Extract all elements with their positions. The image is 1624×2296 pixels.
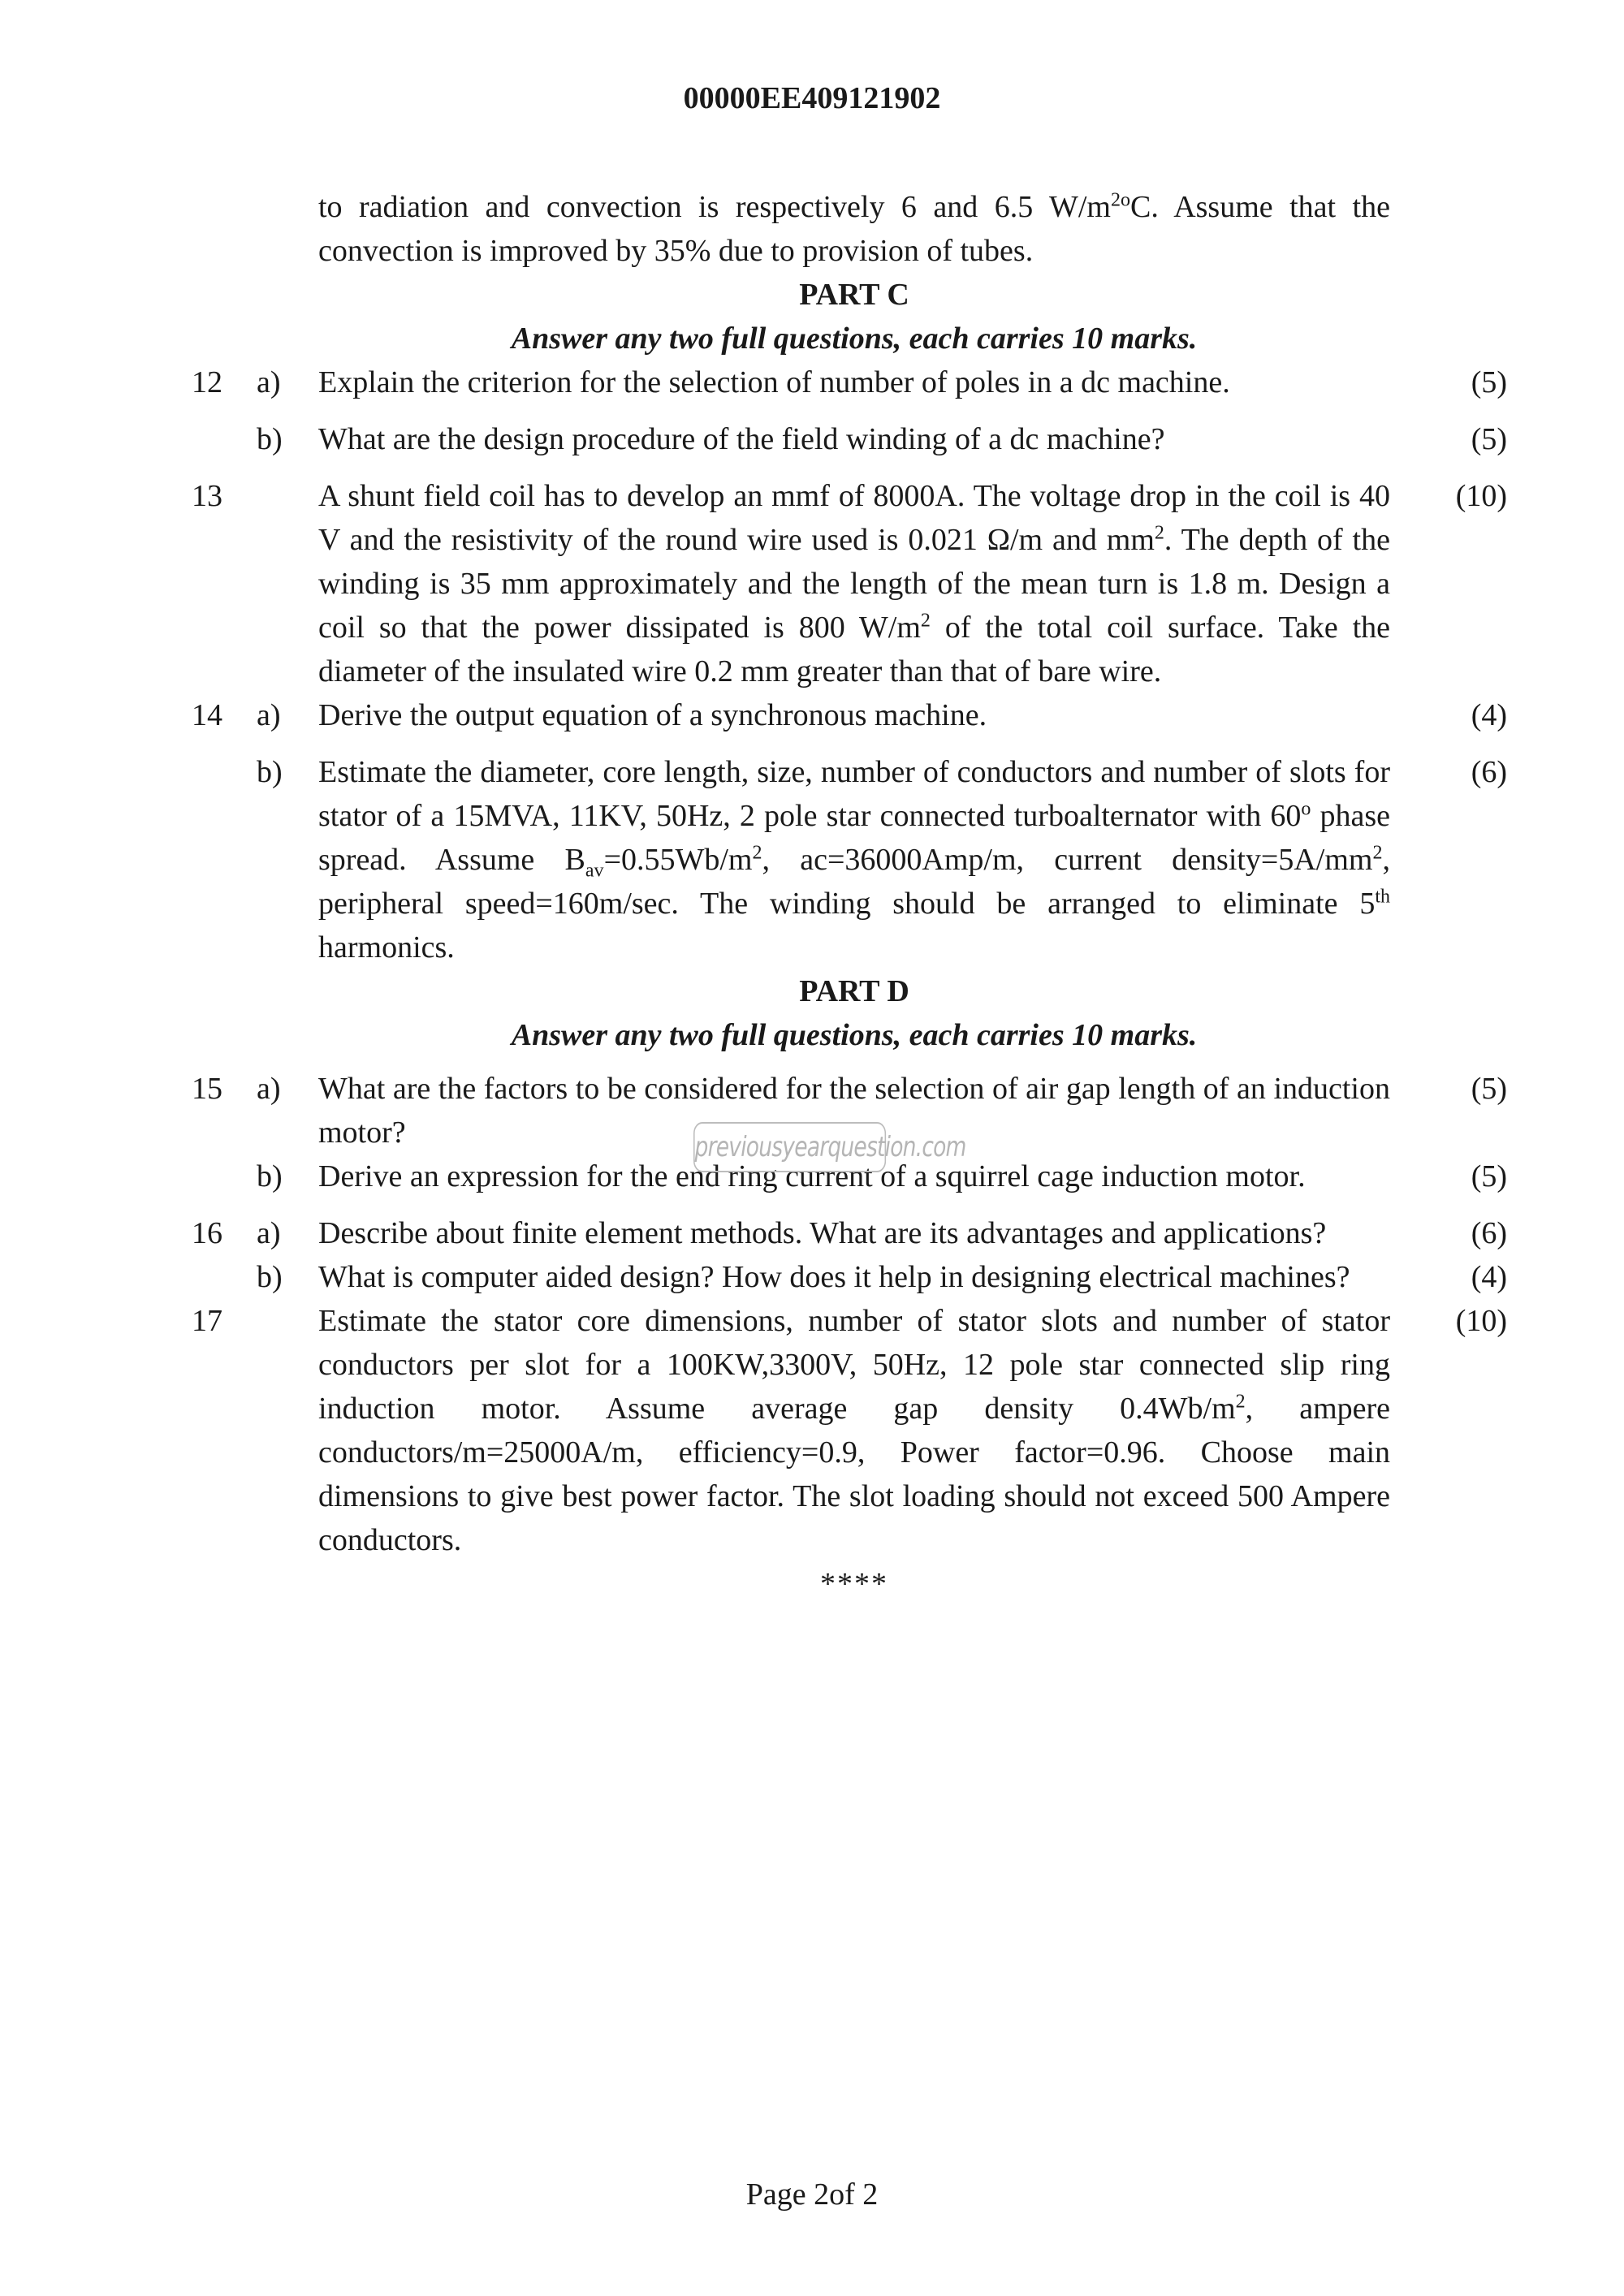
sub-label: a): [257, 365, 281, 399]
question-number: 15: [192, 1072, 222, 1106]
question-text: What are the design procedure of the field winding of a dc machine?: [318, 422, 1165, 456]
part-d-instruction: Answer any two full questions, each carries 10 marks.: [511, 1018, 1198, 1052]
question-text: Explain the criterion for the selection of number of poles in a dc machine.: [318, 365, 1230, 399]
question-16b: [192, 1255, 1507, 1299]
site-watermark: previousyearquestion.com: [693, 1122, 886, 1172]
sub-label: b): [257, 1159, 283, 1193]
question-number: 14: [192, 698, 222, 732]
question-number: 16: [192, 1216, 222, 1250]
question-15b: [192, 1154, 1507, 1198]
marks: (10): [1455, 1304, 1507, 1338]
question-text: Derive the output equation of a synchronous machine.: [318, 698, 987, 732]
document-code: 00000EE409121902: [683, 81, 941, 115]
continued-text: to radiation and convection is respectively 6 and 6.5 $W/m^{2o}C$. Assume that the convection is improved by 35% due to provision of tubes.: [318, 189, 1390, 268]
marks: (10): [1455, 479, 1507, 513]
question-text: Estimate the diameter, core length, size, number of conductors and number of slots for stator of a 15MVA, 11KV, 50Hz, 2 pole star connected turboalternator with 60$^o$ phase spread. Assume $B_{av}=0.55Wb/m^2$, ac=36000Amp/m, current $density=5A/mm^2$, peripheral speed=160m/sec. The winding should be arranged to eliminate 5th harmonics.: [318, 755, 1390, 965]
marks: (5): [1471, 422, 1507, 456]
question-number: 17: [192, 1304, 222, 1338]
question-content: [192, 185, 1507, 1606]
question-15a: [192, 1067, 1507, 1154]
question-number: 12: [192, 365, 222, 399]
question-13: [192, 474, 1507, 693]
question-text: Describe about finite element methods. What are its advantages and applications?: [318, 1216, 1327, 1250]
question-17: [192, 1299, 1507, 1562]
question-text: A shunt field coil has to develop an mmf of 8000A. The voltage drop in the coil is 40 V and the resistivity of the round wire used is 0.021 Ω/m and $mm^2$. The depth of the winding is 35 mm approximately and the length of the mean turn is 1.8 m. Design a coil so that the power dissipated is 800 $W/m^2$ of the total coil surface. Take the diameter of the insulated wire 0.2 mm greater than that of bare wire.: [318, 479, 1391, 688]
sub-label: a): [257, 698, 281, 732]
question-14b: [192, 750, 1507, 969]
question-text: Estimate the stator core dimensions, number of stator slots and number of stator conductors per slot for a 100KW,3300V, 50Hz, 12 pole star connected slip ring induction motor. Assume average gap density $0.4Wb/m^2$, ampere conductors/m=25000A/m, efficiency=0.9, Power factor=0.96. Choose main dimensions to give best power factor. The slot loading should not exceed 500 Ampere conductors.: [318, 1304, 1391, 1557]
marks: (5): [1471, 1072, 1507, 1106]
marks: (5): [1471, 1159, 1507, 1193]
marks: (5): [1471, 365, 1507, 399]
sub-label: a): [257, 1072, 281, 1106]
page-number: Page 2of 2: [745, 2177, 879, 2212]
question-text: Derive an expression for the end ring current of a squirrel cage induction motor.: [318, 1159, 1306, 1193]
question-text: What are the factors to be considered for the selection of air gap length of an induction motor?: [318, 1072, 1390, 1150]
sub-label: b): [257, 422, 283, 456]
question-text: What is computer aided design? How does it help in designing electrical machines?: [318, 1260, 1350, 1294]
marks: (4): [1471, 698, 1507, 732]
sub-label: b): [257, 1260, 283, 1294]
part-c-title: PART C: [799, 278, 909, 312]
question-number: 13: [192, 479, 222, 513]
question-16a: [192, 1211, 1507, 1255]
marks: (6): [1471, 1216, 1507, 1250]
marks: (6): [1471, 755, 1507, 789]
sub-label: b): [257, 755, 283, 789]
end-mark: ****: [820, 1567, 888, 1601]
question-12b: [192, 417, 1507, 461]
question-14a: [192, 693, 1507, 737]
part-d-title: PART D: [799, 974, 909, 1008]
part-c-instruction: Answer any two full questions, each carries 10 marks.: [511, 322, 1198, 356]
sub-label: a): [257, 1216, 281, 1250]
marks: (4): [1471, 1260, 1507, 1294]
question-12a: [192, 360, 1507, 404]
